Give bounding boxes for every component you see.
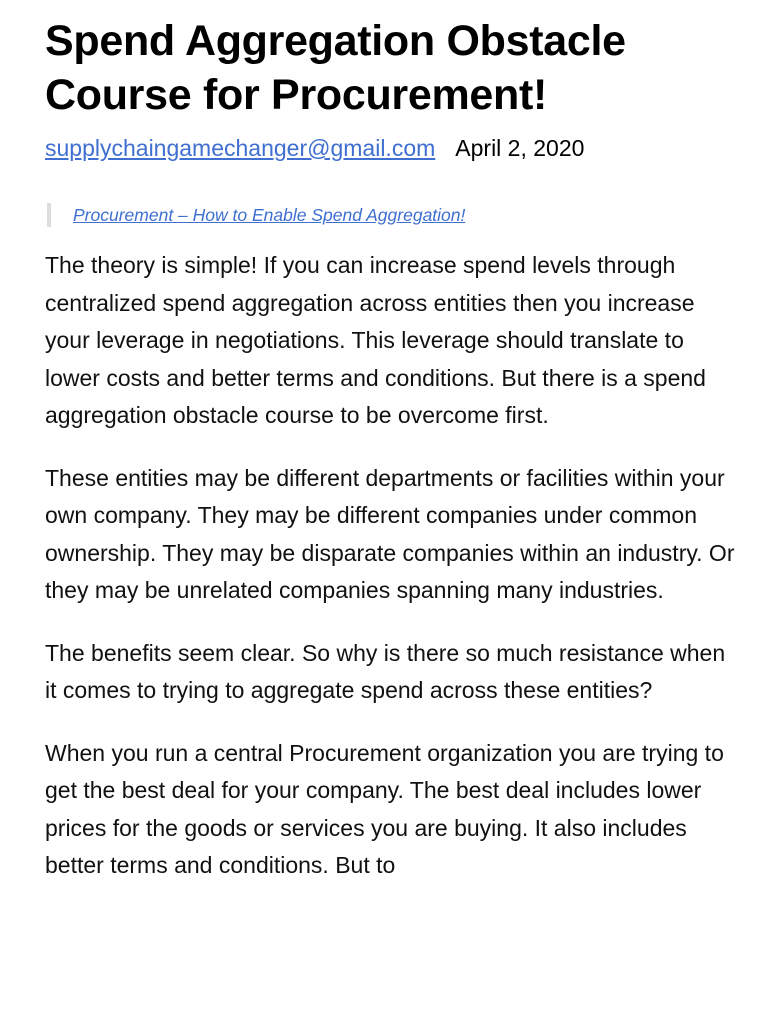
paragraph-1: The theory is simple! If you can increase spend levels through centralized spend aggregation across entities then you increase your leverage in negotiations. This leverage should translate to lower costs and better terms and conditions. But there is a spend aggregation obstacle course to be overcome first. bbox=[45, 252, 706, 428]
embedded-post-link[interactable]: Procurement – How to Enable Spend Aggregation! bbox=[73, 205, 466, 225]
paragraph-4: When you run a central Procurement organization you are trying to get the best deal for your company. The best deal includes lower prices for the goods or services you are buying. It also includes better terms and conditions. But to bbox=[45, 739, 724, 878]
post-body bbox=[45, 247, 735, 885]
paragraph-3: The benefits seem clear. So why is there so much resistance when it comes to trying to aggregate spend across these entities? bbox=[45, 639, 726, 703]
post-date: April 2, 2020 bbox=[455, 135, 585, 161]
paragraph-2: These entities may be different departments or facilities within your own company. They may be different companies under common ownership. They may be disparate companies within an industry. Or they may be unrelated companies spanning many industries. bbox=[45, 464, 735, 603]
embedded-post-quote bbox=[47, 203, 735, 227]
post-title: Spend Aggregation Obstacle Course for Procurement! bbox=[45, 17, 626, 119]
article bbox=[45, 14, 735, 910]
author-email-link[interactable]: supplychaingamechanger@gmail.com bbox=[45, 135, 436, 161]
post-meta bbox=[45, 133, 735, 163]
